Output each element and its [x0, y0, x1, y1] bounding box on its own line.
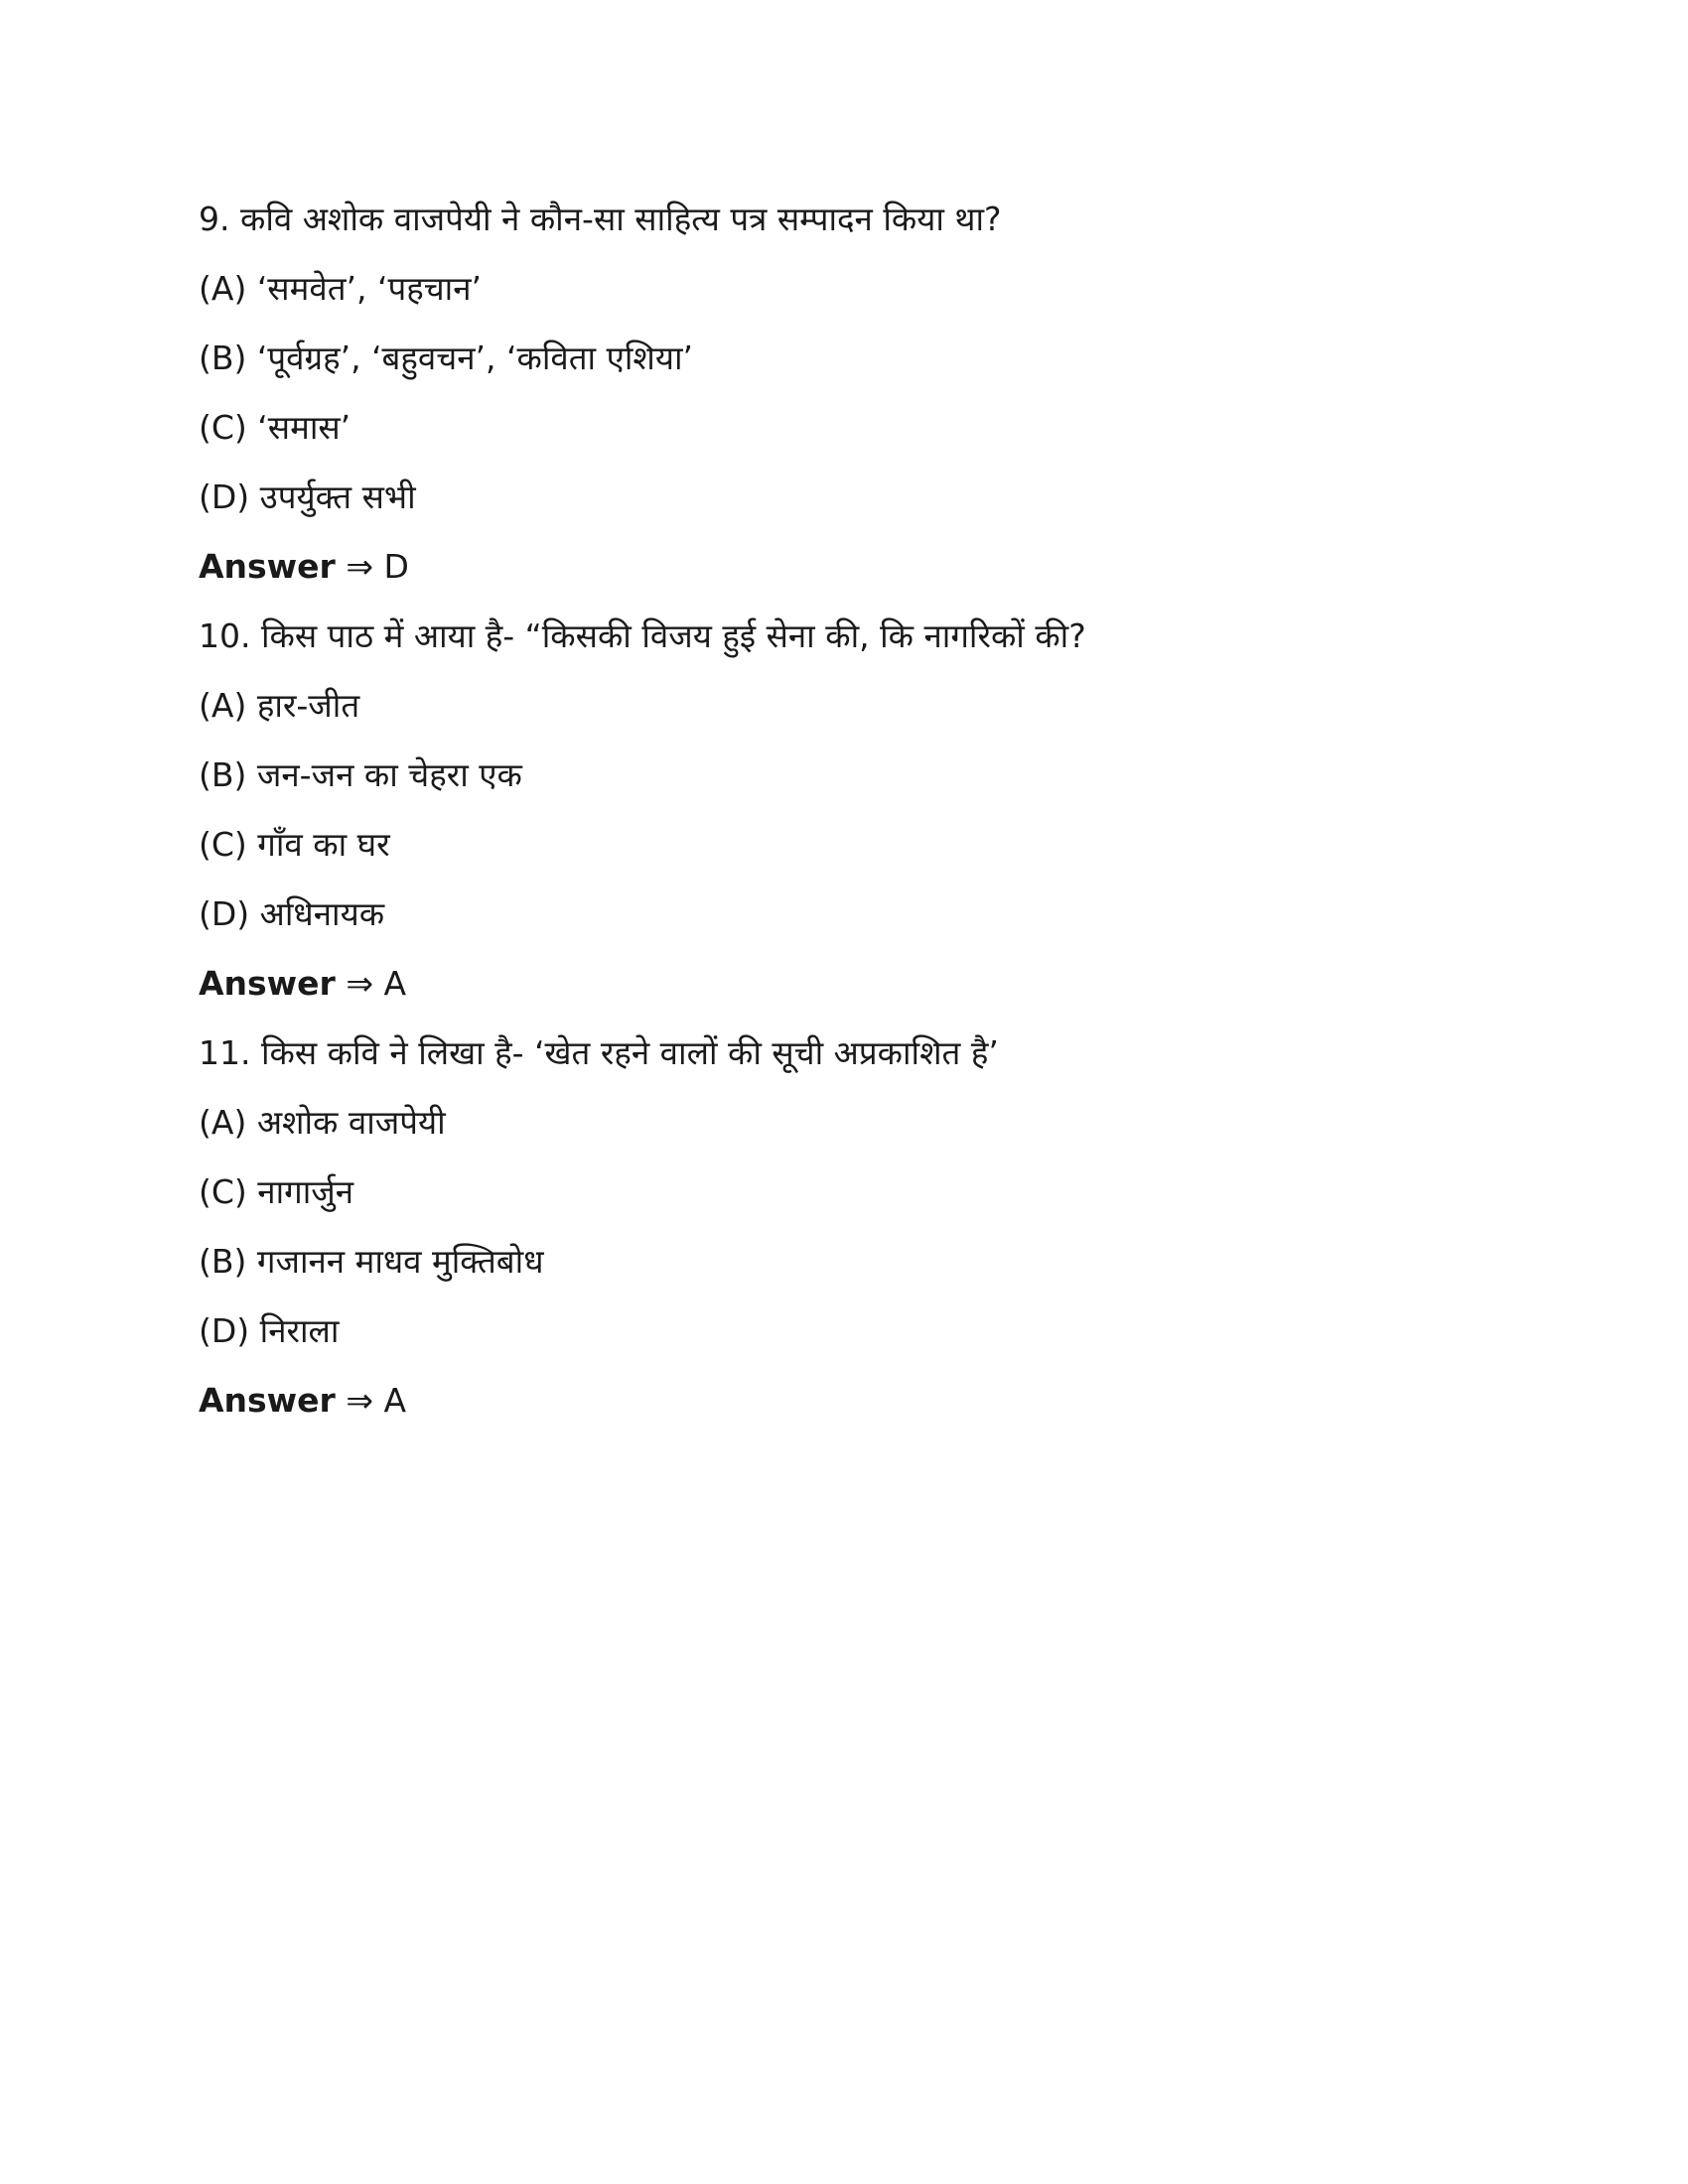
option-b: (B) ‘पूर्वग्रह’, ‘बहुवचन’, ‘कविता एशिया’ — [199, 339, 693, 377]
option-b: (B) जन-जन का चेहरा एक — [199, 755, 522, 794]
answer-label: Answer — [199, 547, 336, 586]
option-c: (C) गाँव का घर — [199, 825, 390, 864]
answer-value: ⇒ D — [346, 547, 409, 586]
answer-line — [199, 1378, 1489, 1447]
question-text: 10. किस पाठ में आया है- “किसकी विजय हुई सेना की, कि नागरिकों की? — [199, 616, 1086, 655]
option-c: (C) ‘समास’ — [199, 408, 352, 447]
answer-value: ⇒ A — [346, 964, 407, 1003]
question-text: 11. किस कवि ने लिखा है- ‘खेत रहने वालों की सूची अप्रकाशित है’ — [199, 1033, 999, 1072]
option-d: (D) अधिनायक — [199, 894, 385, 933]
question-block — [199, 197, 1489, 614]
answer-value: ⇒ A — [346, 1381, 407, 1420]
answer-label: Answer — [199, 964, 336, 1003]
option-d: (D) निराला — [199, 1311, 340, 1350]
question-block — [199, 614, 1489, 1030]
answer-line — [199, 961, 1489, 1030]
document-page — [199, 197, 1489, 1447]
question-text: 9. कवि अशोक वाजपेयी ने कौन-सा साहित्य पत्र सम्पादन किया था? — [199, 200, 1002, 238]
option-a: (A) हार-जीत — [199, 686, 360, 725]
option-a: (A) अशोक वाजपेयी — [199, 1103, 446, 1142]
option-a: (A) ‘समवेत’, ‘पहचान’ — [199, 269, 483, 308]
option-c: (C) नागार्जुन — [199, 1172, 354, 1211]
option-b: (B) गजानन माधव मुक्तिबोध — [199, 1242, 544, 1281]
answer-line — [199, 544, 1489, 614]
question-block — [199, 1030, 1489, 1447]
option-d: (D) उपर्युक्त सभी — [199, 478, 416, 516]
answer-label: Answer — [199, 1381, 336, 1420]
